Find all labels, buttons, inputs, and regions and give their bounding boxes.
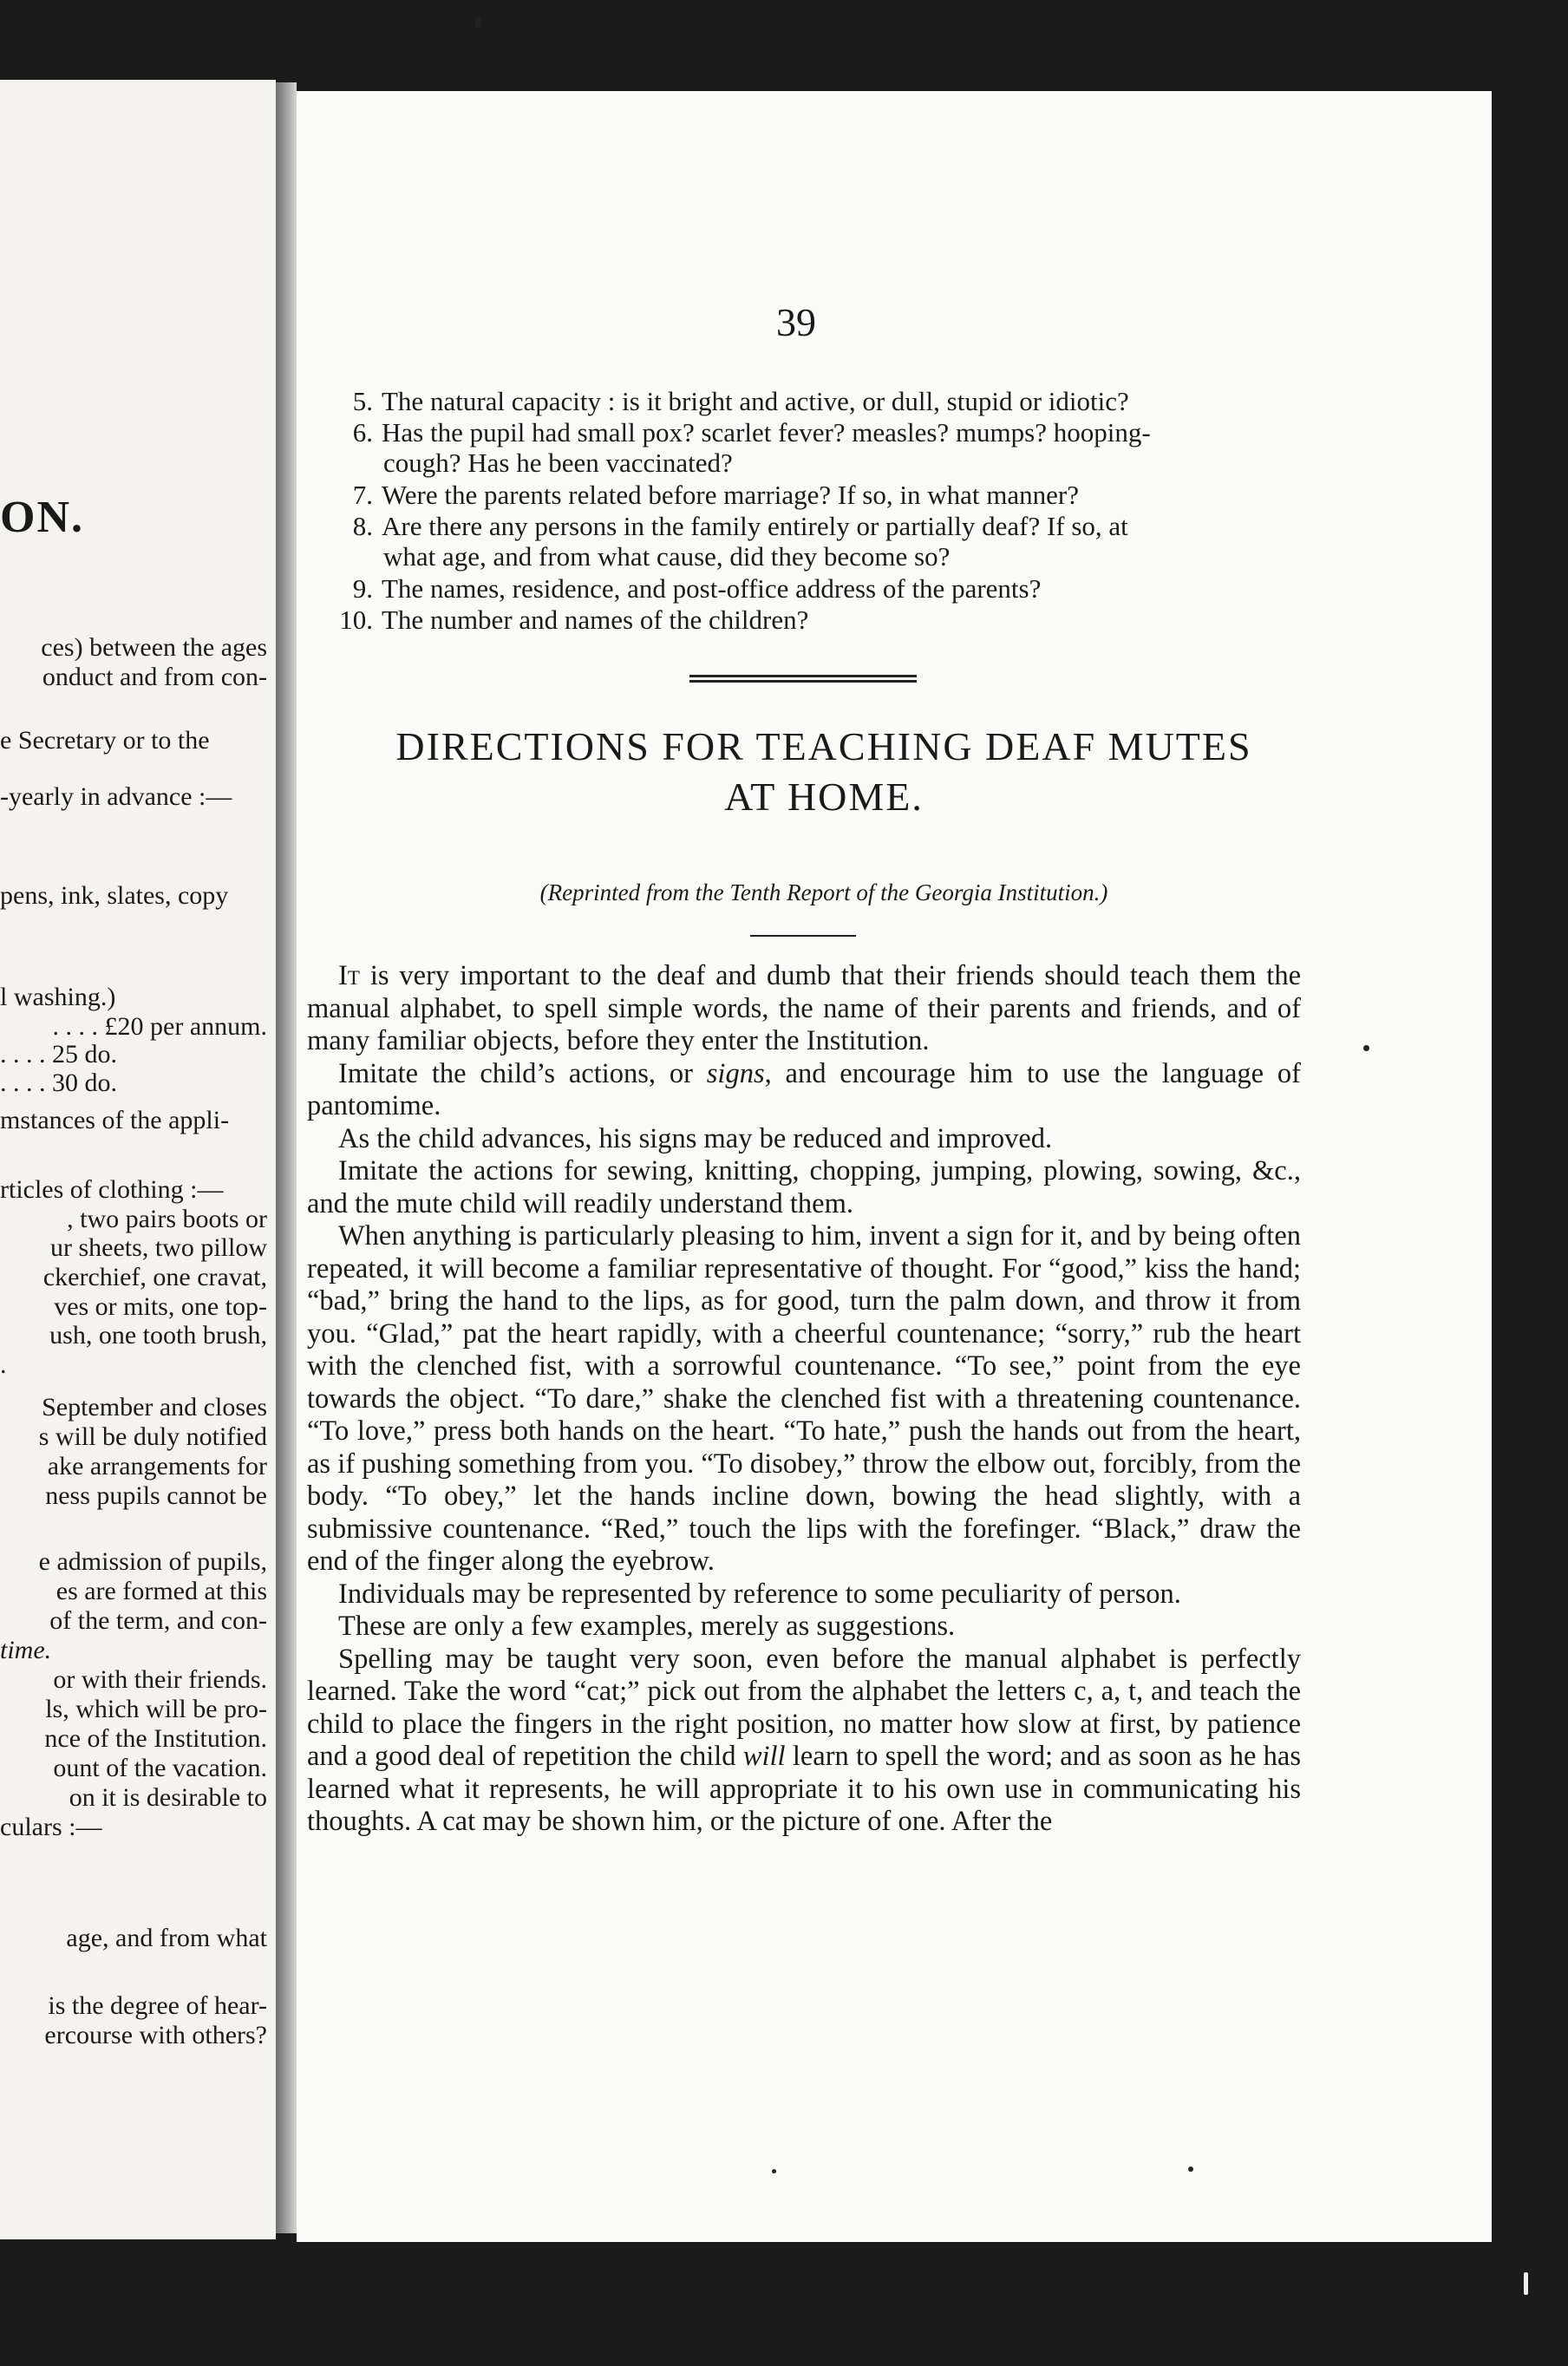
left-facing-page (0, 80, 276, 2239)
paragraph-3: As the child advances, his signs may be reduced and improved. (338, 1122, 1053, 1154)
left-page-line: , two pairs boots or (67, 1205, 267, 1233)
left-page-line: ur sheets, two pillow (50, 1233, 267, 1262)
left-page-line: mstances of the appli- (0, 1106, 230, 1134)
paragraph-4: Imitate the actions for sewing, knitting, chopping, jumping, plowing, sowing, &c., and the mute child will readily understand them. (307, 1155, 1301, 1219)
question-item (330, 573, 1041, 605)
drop-word: It (338, 960, 360, 991)
scan-speck (1363, 1045, 1369, 1051)
left-page-line: . . . . £20 per annum. (52, 1012, 267, 1041)
left-page-line: -yearly in advance :— (0, 782, 232, 811)
question-text: Are there any persons in the family entirely or partially deaf? If so, at (382, 511, 1128, 541)
scan-speck (1524, 2272, 1528, 2295)
question-item (383, 541, 950, 572)
left-page-line: rticles of clothing :— (0, 1175, 224, 1204)
question-number: 6. (352, 417, 373, 448)
question-number: 10. (339, 605, 373, 635)
paragraph-8: Spelling may be taught very soon, even before the manual alphabet is perfectly learned. Take the word “cat;” pick out from the alphabet the letters c, a, t, and teach the child to place the fingers in the right position, no matter how slow at first, by patience and a good deal of repetition the child will learn to spell the word; and as soon as he has learned what it represents, he will appropriate it to his own use in communicating his thoughts. A cat may be shown him, or the picture of one. After the (307, 1643, 1301, 1837)
title-line-2: AT HOME. (724, 775, 924, 819)
paragraph-7: These are only a few examples, merely as suggestions. (338, 1611, 956, 1642)
paragraph-1 (307, 960, 1301, 1058)
scan-speck (772, 2169, 776, 2173)
scan-speck (1188, 2167, 1193, 2172)
question-item (330, 480, 1079, 511)
left-page-line: s will be duly notified (38, 1422, 267, 1451)
left-page-line: ount of the vacation. (53, 1754, 267, 1782)
short-rule-divider (750, 935, 856, 937)
left-page-line: ness pupils cannot be (45, 1481, 267, 1510)
section-title (330, 722, 1318, 822)
question-text: what age, and from what cause, did they become so? (383, 541, 951, 572)
left-page-line: ake arrangements for (47, 1452, 267, 1480)
question-number: 5. (352, 386, 373, 416)
question-item (330, 417, 1151, 448)
left-page-line: is the degree of hear- (48, 1991, 267, 2020)
page-number: 39 (776, 300, 816, 344)
question-item (330, 386, 1129, 417)
left-page-line: pens, ink, slates, copy (0, 881, 229, 910)
scan-speck (475, 17, 480, 28)
question-text: Were the parents related before marriage? If so, in what manner? (382, 480, 1079, 510)
left-page-heading: ON. (0, 493, 84, 542)
question-item (330, 511, 1128, 542)
left-page-line: culars :— (0, 1813, 102, 1841)
left-page-line: ves or mits, one top- (54, 1292, 267, 1321)
left-page-line: onduct and from con- (42, 663, 267, 691)
article-body (307, 960, 1301, 1839)
paragraph-2: Imitate the child’s actions, or signs, and encourage him to use the language of pantomime. (307, 1057, 1301, 1121)
left-page-line: ercourse with others? (44, 2021, 267, 2049)
paragraph-1-rest: is very important to the deaf and dumb that their friends should teach them the manual alphabet, to spell simple words, the name of their parents and friends, and of many familiar objects, before they enter the Institution. (307, 960, 1301, 1056)
left-page-line: l washing.) (0, 983, 116, 1011)
question-text: The number and names of the children? (382, 605, 809, 635)
question-number: 9. (352, 573, 373, 604)
left-page-line: . . . . 30 do. (0, 1069, 117, 1097)
left-page-line: . . . . 25 do. (0, 1040, 117, 1069)
question-text: The names, residence, and post-office address of the parents? (382, 573, 1042, 604)
left-page-line: e admission of pupils, (38, 1547, 267, 1576)
left-page-line: ckerchief, one cravat, (42, 1263, 267, 1291)
question-item (330, 605, 808, 636)
title-line-1: DIRECTIONS FOR TEACHING DEAF MUTES (395, 724, 1252, 768)
double-rule-divider (689, 675, 917, 683)
left-page-line: ces) between the ages (41, 633, 267, 662)
question-item (383, 448, 733, 479)
left-page-line: time. (0, 1636, 52, 1664)
left-page-line: ls, which will be pro- (45, 1695, 267, 1723)
question-number: 7. (352, 480, 373, 510)
left-page-line: on it is desirable to (69, 1783, 267, 1812)
book-gutter (276, 82, 297, 2233)
left-page-line: or with their friends. (53, 1665, 267, 1694)
left-page-line: September and closes (42, 1393, 267, 1422)
left-page-line: age, and from what (66, 1924, 267, 1952)
left-page-line: nce of the Institution. (44, 1724, 267, 1753)
left-page-line: ush, one tooth brush, (49, 1321, 267, 1350)
reprint-note: (Reprinted from the Tenth Report of the Georgia Institution.) (539, 879, 1108, 905)
question-number: 8. (352, 511, 373, 541)
question-text: cough? Has he been vaccinated? (383, 448, 733, 478)
question-text: Has the pupil had small pox? scarlet fever? measles? mumps? hooping- (382, 417, 1151, 448)
left-page-line: of the term, and con- (49, 1606, 267, 1635)
left-page-line: es are formed at this (56, 1577, 267, 1605)
paragraph-6: Individuals may be represented by reference to some peculiarity of person. (338, 1578, 1181, 1610)
left-page-line: . (0, 1350, 7, 1379)
paragraph-5: When anything is particularly pleasing to him, invent a sign for it, and by being often repeated, it will become a familiar representative of thought. For “good,” kiss the hand; “bad,” bring the hand to the lips, as for good, turn the palm down, and throw it from you. “Glad,” pat the heart rapidly, with a cheerful countenance; “sorry,” rub the heart with the clenched fist, with a sorrowful countenance. “To see,” point from the eye towards the object. “To dare,” shake the clenched fist with a threatening countenance. “To love,” press both hands on the heart. “To hate,” push the hands out from the heart, as if pushing something from you. “To disobey,” throw the elbow out, forcibly, from the body. “To obey,” let the hands incline down, bowing the head slightly, with a submissive countenance. “Red,” touch the lips with the forefinger. “Black,” draw the end of the finger along the eyebrow. (307, 1220, 1301, 1577)
question-text: The natural capacity : is it bright and active, or dull, stupid or idiotic? (382, 386, 1129, 416)
left-page-line: e Secretary or to the (0, 726, 210, 755)
